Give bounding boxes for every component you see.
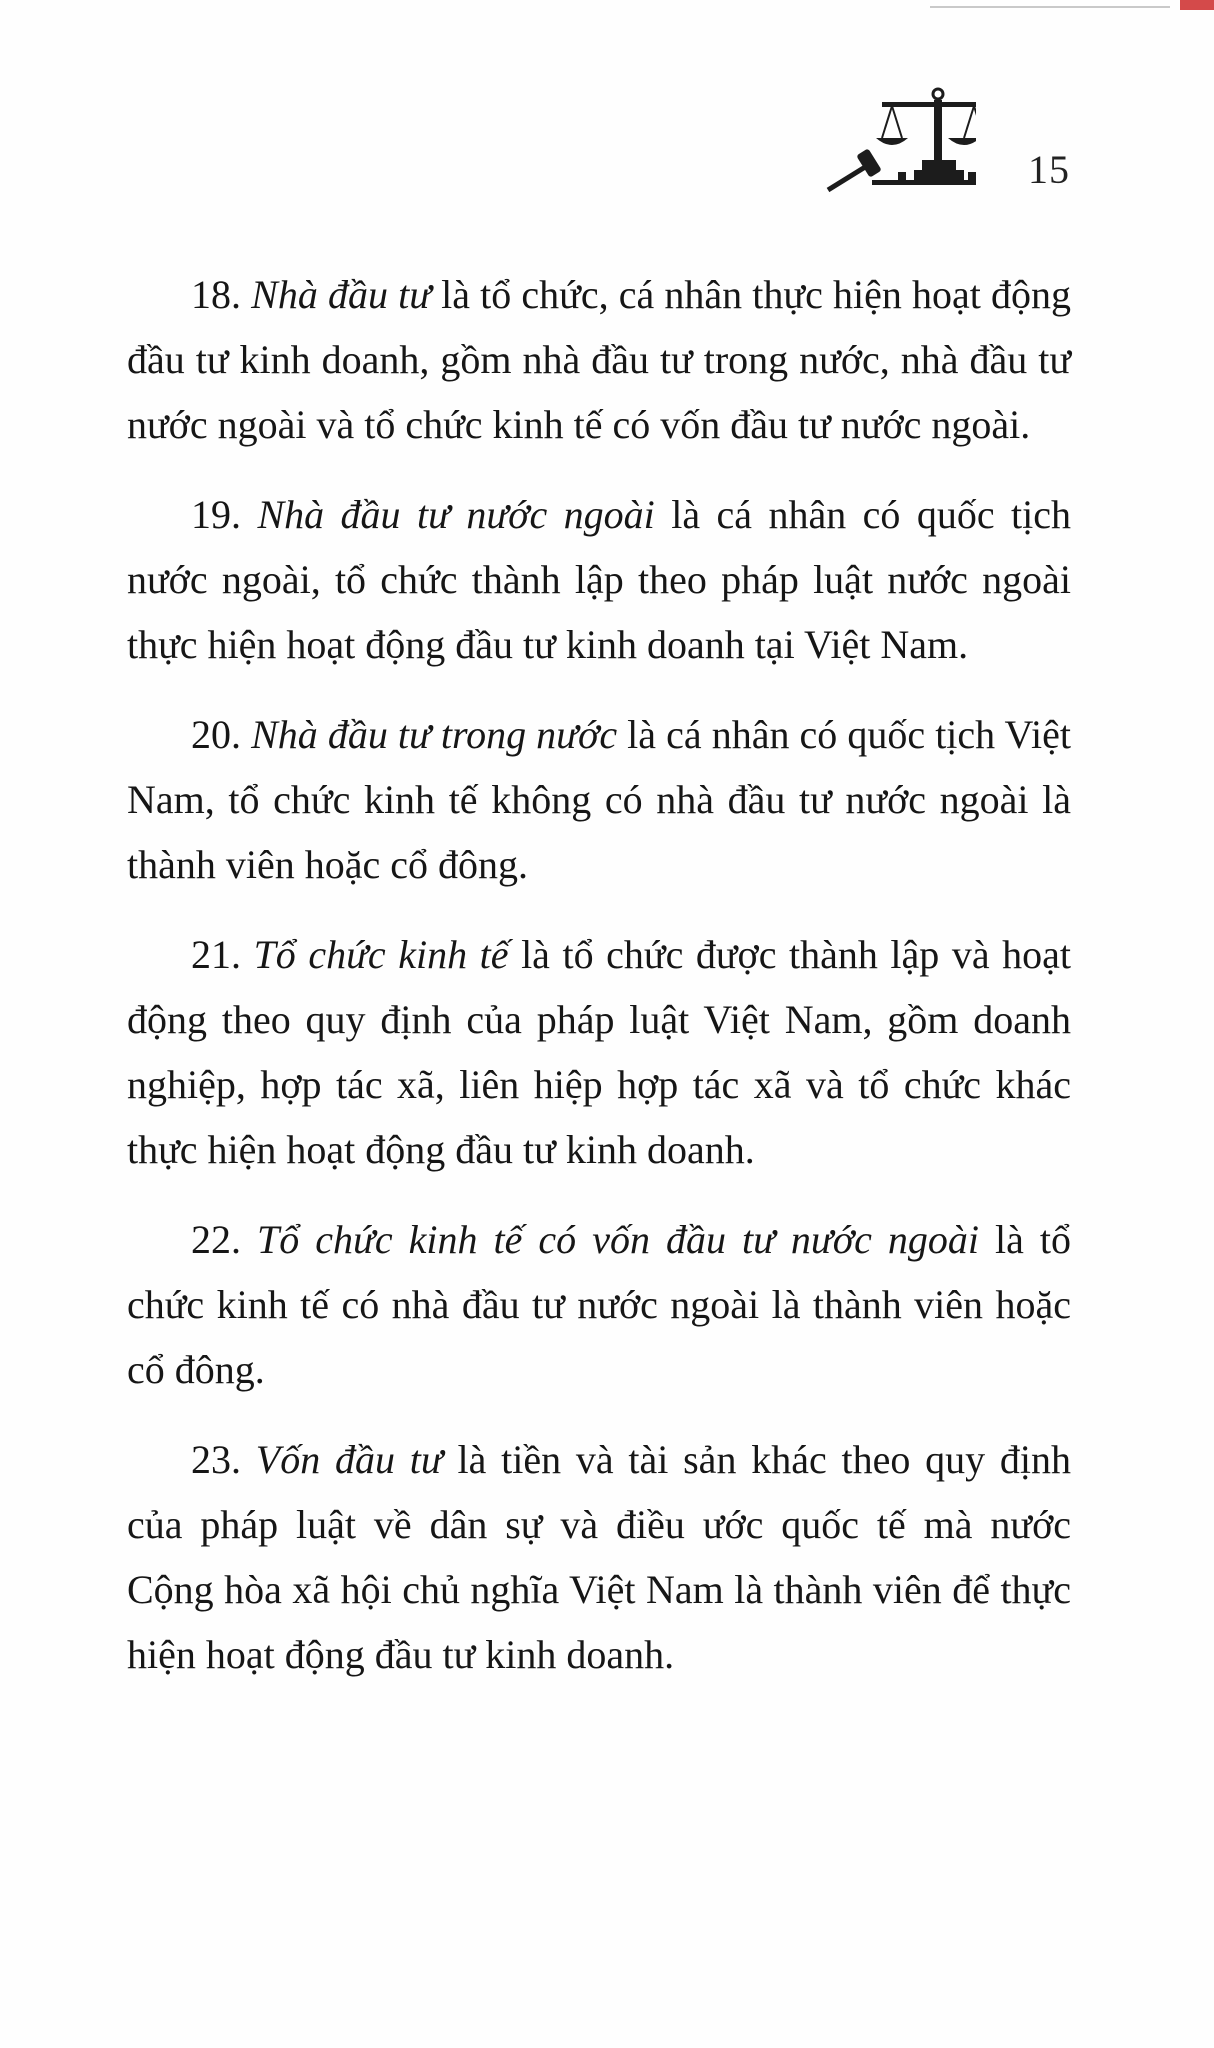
definition-number: 20. xyxy=(191,712,252,757)
definition-text: là cá nhân có quốc tịch nước ngoài, tổ chức thành lập theo pháp luật nước ngoài thực hiện hoạt động đầu tư kinh doanh tại Việt Nam. xyxy=(127,492,1072,667)
definition-number: 19. xyxy=(191,492,258,537)
defined-term: Vốn đầu tư xyxy=(255,1437,443,1482)
defined-term: Nhà đầu tư xyxy=(251,272,432,317)
definition-text: là tổ chức kinh tế có nhà đầu tư nước ngoài là thành viên hoặc cổ đông. xyxy=(127,1217,1072,1392)
definition-paragraph-22 xyxy=(127,1207,1071,1402)
defined-term: Tổ chức kinh tế xyxy=(253,932,509,977)
definition-paragraph-21 xyxy=(127,922,1071,1182)
definition-text: là tổ chức, cá nhân thực hiện hoạt động đầu tư kinh doanh, gồm nhà đầu tư trong nước, nhà đầu tư nước ngoài và tổ chức kinh tế có vốn đầu tư nước ngoài. xyxy=(127,272,1071,447)
scales-of-justice-gavel-icon xyxy=(826,86,976,194)
page-number: 15 xyxy=(1028,147,1070,192)
page-top-edge-line xyxy=(930,6,1170,8)
definition-paragraph-19 xyxy=(127,482,1071,677)
definition-number: 22. xyxy=(191,1217,258,1262)
defined-term: Nhà đầu tư trong nước xyxy=(251,712,618,757)
definition-text: là cá nhân có quốc tịch Việt Nam, tổ chức kinh tế không có nhà đầu tư nước ngoài là thành viên hoặc cổ đông. xyxy=(127,712,1071,887)
defined-term: Tổ chức kinh tế có vốn đầu tư nước ngoài xyxy=(257,1217,979,1262)
page-corner-mark xyxy=(1180,0,1214,10)
page-body xyxy=(127,262,1071,1712)
definition-paragraph-23 xyxy=(127,1427,1071,1687)
definition-text: là tiền và tài sản khác theo quy định của pháp luật về dân sự và điều ước quốc tế mà nước Cộng hòa xã hội chủ nghĩa Việt Nam là thành viên để thực hiện hoạt động đầu tư kinh doanh. xyxy=(127,1437,1072,1677)
definition-number: 18. xyxy=(191,272,252,317)
definition-number: 21. xyxy=(191,932,254,977)
definition-paragraph-18 xyxy=(127,262,1071,457)
definition-number: 23. xyxy=(191,1437,256,1482)
definition-text: là tổ chức được thành lập và hoạt động theo quy định của pháp luật Việt Nam, gồm doanh nghiệp, hợp tác xã, liên hiệp hợp tác xã và tổ chức khác thực hiện hoạt động đầu tư kinh doanh. xyxy=(127,932,1072,1172)
definition-paragraph-20 xyxy=(127,702,1071,897)
defined-term: Nhà đầu tư nước ngoài xyxy=(257,492,655,537)
